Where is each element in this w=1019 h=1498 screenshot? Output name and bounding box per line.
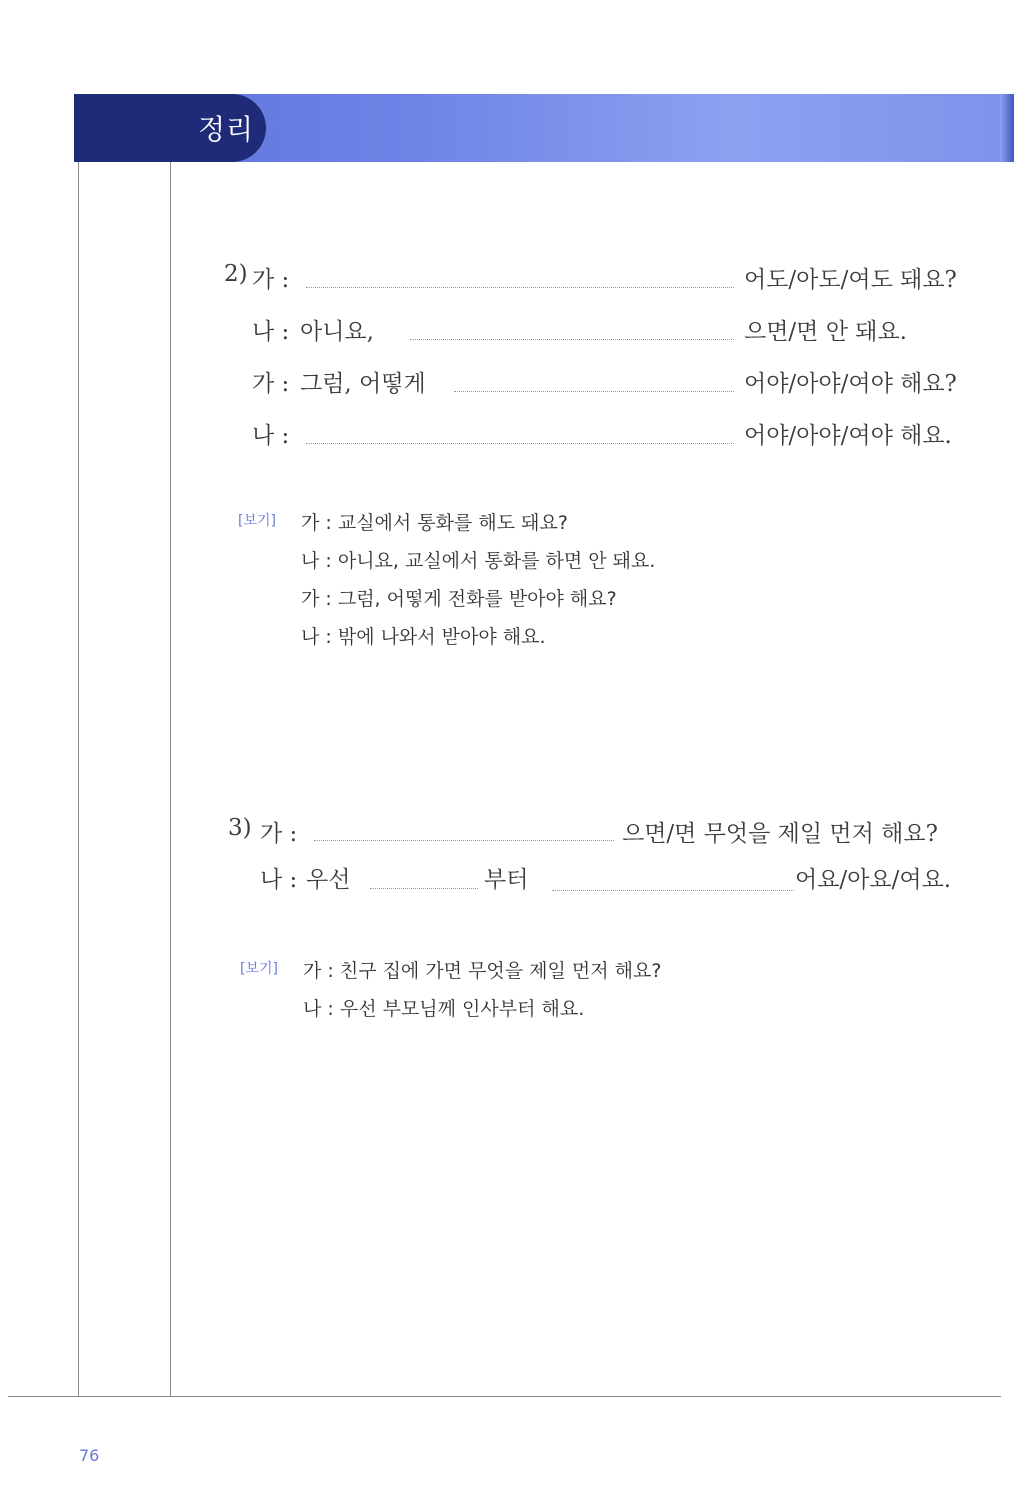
exercise-2-line-4-ending: 어야/아야/여야 해요. [744,423,952,449]
exercise-3-line-1-speaker: 가 : [260,821,298,847]
example-2-line-2: 나 : 아니요, 교실에서 통화를 하면 안 돼요. [301,550,656,572]
page-number: 76 [79,1446,100,1465]
example-3-line-1: 가 : 친구 집에 가면 무엇을 제일 먼저 해요? [303,960,662,982]
section-banner [74,94,1014,162]
exercise-3-line-2-prefix: 우선 [306,867,351,893]
exercise-3-line-1-ending: 으면/면 무엇을 제일 먼저 해요? [622,821,938,847]
bottom-rule [8,1396,1001,1397]
example-2-line-4: 나 : 밖에 나와서 받아야 해요. [301,626,546,648]
example-3-line-2: 나 : 우선 부모님께 인사부터 해요. [303,998,585,1020]
inner-margin-line [170,162,171,1396]
example-3-label: [보기] [240,961,278,977]
exercise-3-line-2-blank-2[interactable] [552,890,794,891]
exercise-3-line-2-blank-1[interactable] [370,888,478,889]
exercise-2-line-3-blank[interactable] [454,391,734,392]
exercise-2-line-1-ending: 어도/아도/여도 돼요? [744,267,957,293]
exercise-2-line-2-speaker: 나 : [252,319,290,345]
banner-edge [1000,94,1014,162]
exercise-2-line-1-blank[interactable] [306,287,734,288]
exercise-3-number: 3) [228,815,252,841]
example-2-line-1: 가 : 교실에서 통화를 해도 돼요? [301,512,568,534]
exercise-2-line-2-blank[interactable] [410,339,734,340]
exercise-3-line-1-blank[interactable] [314,840,614,841]
exercise-2-line-4-blank[interactable] [306,443,734,444]
exercise-3-line-2-ending: 어요/아요/여요. [795,867,952,893]
exercise-3-line-2-middle: 부터 [484,867,529,893]
exercise-2-line-2-prefix: 아니요, [300,319,374,345]
example-2-label: [보기] [238,513,276,529]
exercise-3-line-2-speaker: 나 : [260,867,298,893]
exercise-2-line-1-speaker: 가 : [252,267,290,293]
exercise-2-line-3-speaker: 가 : [252,371,290,397]
exercise-2-number: 2) [224,261,248,287]
example-2-line-3: 가 : 그럼, 어떻게 전화를 받아야 해요? [301,588,617,610]
exercise-2-line-4-speaker: 나 : [252,423,290,449]
section-title: 정리 [198,113,255,146]
exercise-2-line-2-ending: 으면/면 안 돼요. [744,319,907,345]
exercise-2-line-3-ending: 어야/아야/여야 해요? [744,371,957,397]
left-margin-line [78,162,79,1396]
exercise-2-line-3-prefix: 그럼, 어떻게 [300,371,426,397]
